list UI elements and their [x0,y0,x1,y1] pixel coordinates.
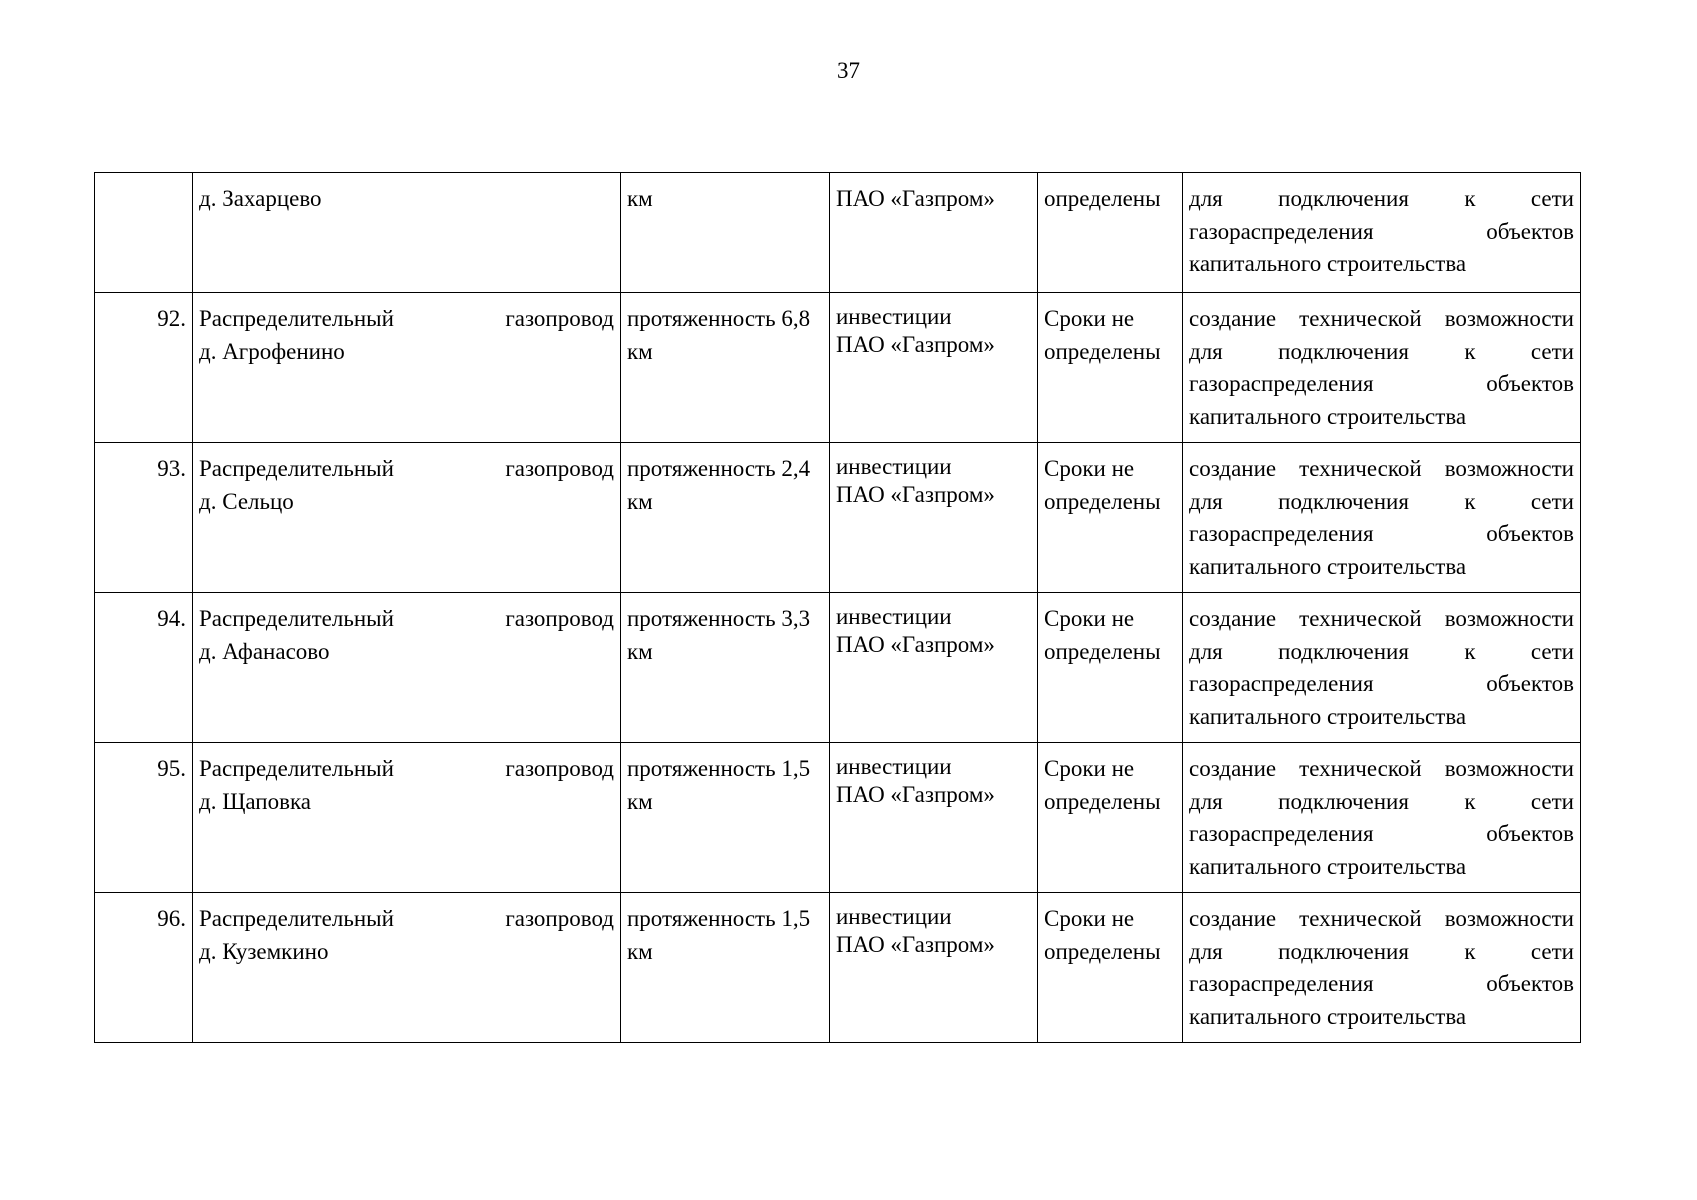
term-text: Сроки не [1044,606,1135,631]
cell-object-name [193,293,621,443]
cell-term [1038,173,1183,293]
cell-funding-source [830,593,1038,743]
cell-purpose [1183,593,1581,743]
length-text: протяженность 1,5 [627,756,811,781]
purpose-line: газораспределения объектов [1189,971,1574,996]
object-name-locality: д. Сельцо [199,488,294,514]
purpose-line: создание технической возможности [1189,906,1574,931]
purpose-line: газораспределения объектов [1189,521,1574,546]
funding-source-company: ПАО «Газпром» [836,482,995,507]
row-number: 93. [157,456,186,481]
object-name-line: Распределительный газопровод [199,456,614,481]
cell-length [621,593,830,743]
object-name-line: Распределительный газопровод [199,756,614,781]
page-number: 37 [837,58,860,83]
purpose-line: создание технической возможности [1189,756,1574,781]
term-text: Сроки не [1044,456,1135,481]
term-text: Сроки не [1044,756,1135,781]
cell-object-name [193,593,621,743]
funding-source-text: инвестиции [836,604,952,629]
term-text: определены [1044,488,1161,514]
cell-purpose [1183,743,1581,893]
object-name-text: д. Захарцево [199,186,322,211]
purpose-line: газораспределения объектов [1189,218,1574,244]
term-text: определены [1044,338,1161,364]
cell-purpose [1183,443,1581,593]
funding-source-company: ПАО «Газпром» [836,332,995,357]
table-row [95,743,1581,893]
table-row [95,893,1581,1043]
cell-object-name [193,443,621,593]
cell-number [95,593,193,743]
purpose-line: создание технической возможности [1189,306,1574,331]
term-text: определены [1044,788,1161,814]
cell-length [621,293,830,443]
purpose-line: капитального строительства [1189,1003,1467,1029]
purpose-line: для подключения к сети [1189,638,1574,664]
purpose-line: создание технической возможности [1189,456,1574,481]
length-unit: км [627,788,653,814]
length-text: протяженность 6,8 [627,306,811,331]
cell-purpose [1183,173,1581,293]
row-number: 92. [157,306,186,331]
cell-term [1038,593,1183,743]
length-text: км [627,186,653,211]
cell-term [1038,893,1183,1043]
purpose-line: для подключения к сети [1189,338,1574,364]
funding-source-text: ПАО «Газпром» [836,186,995,211]
cell-term [1038,443,1183,593]
purpose-line: газораспределения объектов [1189,671,1574,696]
term-text: определены [1044,638,1161,664]
cell-length [621,173,830,293]
cell-term [1038,293,1183,443]
cell-length [621,743,830,893]
cell-object-name [193,743,621,893]
object-name-line: Распределительный газопровод [199,906,614,931]
purpose-line: капитального строительства [1189,553,1467,579]
length-unit: км [627,488,653,514]
purpose-line: капитального строительства [1189,251,1467,276]
cell-number [95,893,193,1043]
length-unit: км [627,338,653,364]
cell-funding-source [830,743,1038,893]
funding-source-text: инвестиции [836,304,952,329]
cell-object-name [193,893,621,1043]
cell-funding-source [830,293,1038,443]
term-text: Сроки не [1044,906,1135,931]
term-text: Сроки не [1044,306,1135,331]
length-text: протяженность 2,4 [627,456,811,481]
object-name-line: Распределительный газопровод [199,306,614,331]
row-number: 95. [157,756,186,781]
cell-funding-source [830,173,1038,293]
object-name-locality: д. Афанасово [199,638,330,664]
purpose-line: для подключения к сети [1189,938,1574,964]
purpose-line: для подключения к сети [1189,488,1574,514]
purpose-line: для подключения к сети [1189,788,1574,814]
length-unit: км [627,638,653,664]
purpose-line: капитального строительства [1189,703,1467,729]
term-text: определены [1044,186,1161,211]
funding-source-text: инвестиции [836,904,952,929]
purpose-line: капитального строительства [1189,403,1467,429]
length-text: протяженность 1,5 [627,906,811,931]
object-name-locality: д. Агрофенино [199,338,345,364]
cell-funding-source [830,443,1038,593]
row-number: 96. [157,906,186,931]
object-name-line: Распределительный газопровод [199,606,614,631]
funding-source-text: инвестиции [836,754,952,779]
table-row-continued [95,173,1581,293]
purpose-line: газораспределения объектов [1189,821,1574,846]
funding-source-company: ПАО «Газпром» [836,932,995,957]
cell-length [621,443,830,593]
cell-funding-source [830,893,1038,1043]
cell-number [95,293,193,443]
cell-purpose [1183,293,1581,443]
length-unit: км [627,938,653,964]
object-name-locality: д. Куземкино [199,938,329,964]
term-text: определены [1044,938,1161,964]
funding-source-text: инвестиции [836,454,952,479]
cell-length [621,893,830,1043]
cell-number [95,743,193,893]
table-body [95,173,1581,1043]
cell-number [95,173,193,293]
cell-term [1038,743,1183,893]
purpose-line: для подключения к сети [1189,186,1574,211]
row-number: 94. [157,606,186,631]
length-text: протяженность 3,3 [627,606,811,631]
table-row [95,593,1581,743]
table-row [95,293,1581,443]
cell-object-name [193,173,621,293]
table-row [95,443,1581,593]
gas-pipeline-table [94,172,1581,1043]
funding-source-company: ПАО «Газпром» [836,782,995,807]
purpose-line: создание технической возможности [1189,606,1574,631]
cell-number [95,443,193,593]
funding-source-company: ПАО «Газпром» [836,632,995,657]
cell-purpose [1183,893,1581,1043]
purpose-line: газораспределения объектов [1189,371,1574,396]
purpose-line: капитального строительства [1189,853,1467,879]
object-name-locality: д. Щаповка [199,788,312,814]
